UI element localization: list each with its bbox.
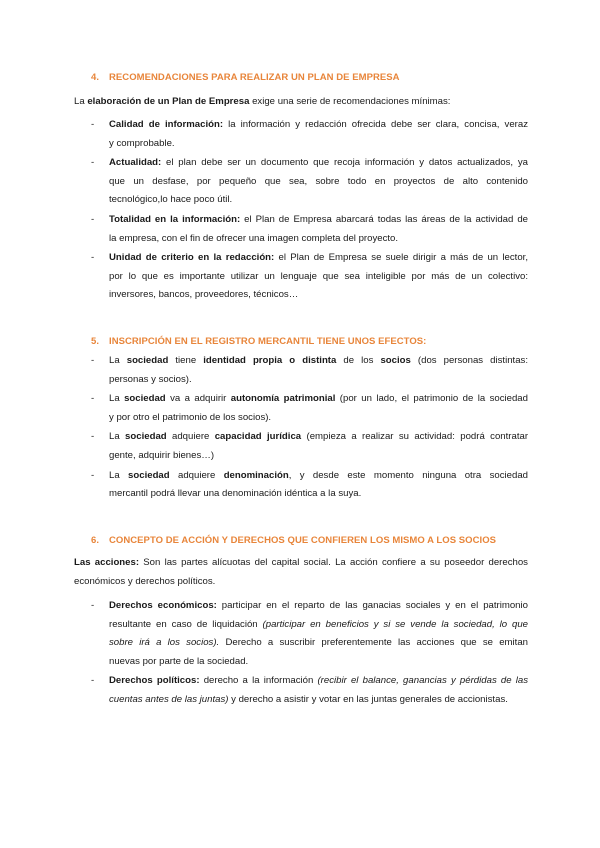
section-4-intro: La elaboración de un Plan de Empresa exige una serie de recomendaciones mínimas: xyxy=(74,96,451,107)
section-6-intro: Las acciones: Son las partes alícuotas del capital social. La acción confiere a su poseedor derechos económicos y derechos políticos. xyxy=(74,557,528,587)
list-item: - Actualidad: el plan debe ser un documento que recoja información y datos actualizados, ya que un desfase, por pequeño que sea, sobre todo en proyectos de alto contenido tecnológico,lo hace poco útil. xyxy=(91,157,528,206)
section-5-list xyxy=(91,352,528,504)
list-item: - Totalidad en la información: el Plan de Empresa abarcará todas las áreas de la actividad de la empresa, con el fin de ofrecer una imagen completa del proyecto. xyxy=(91,213,529,244)
section-5-heading xyxy=(91,336,426,347)
list-item: - La sociedad adquiere denominación, y desde este momento ninguna otra sociedad mercantil podrá llevar una denominación idéntica a la suya. xyxy=(91,469,529,500)
section-4-heading xyxy=(91,72,400,83)
section-title: INSCRIPCIÓN EN EL REGISTRO MERCANTIL TIENE UNOS EFECTOS: xyxy=(109,336,427,347)
list-item: - Calidad de información: la información y redacción ofrecida debe ser clara, concisa, veraz y comprobable. xyxy=(91,119,528,149)
list-item: - Unidad de criterio en la redacción: el Plan de Empresa se suele dirigir a más de un lector, por lo que es importante utilizar un lenguaje que sea inteligible por más de un colectivo: inversores, bancos, proveedores, técnicos… xyxy=(91,252,528,301)
section-6-list xyxy=(91,597,528,710)
section-number: 4. xyxy=(91,72,100,83)
section-title: RECOMENDACIONES PARA REALIZAR UN PLAN DE EMPRESA xyxy=(109,72,400,83)
list-item: - La sociedad va a adquirir autonomía patrimonial (por un lado, el patrimonio de la sociedad y por otro el patrimonio de los socios). xyxy=(91,393,528,423)
list-item: - La sociedad adquiere capacidad jurídica (empieza a realizar su actividad: podrá contratar gente, adquirir bienes…) xyxy=(91,431,529,461)
section-number: 5. xyxy=(91,336,100,347)
section-6-heading xyxy=(91,535,496,546)
section-4-list xyxy=(91,116,528,305)
list-item: - Derechos económicos: participar en el reparto de las ganacias sociales y en el patrimonio resultante en caso de liquidación (participar en beneficios y si se vende la sociedad, lo que sobre irá a los socios). Derecho a suscribir preferentemente las acciones que se emitan nuevas por parte de la sociedad. xyxy=(91,600,529,667)
list-item: - Derechos políticos: derecho a la información (recibir el balance, ganancias y pérdidas de las cuentas antes de las juntas) y derecho a asistir y votar en las juntas generales de accionistas. xyxy=(91,675,529,705)
list-item: - La sociedad tiene identidad propia o distinta de los socios (dos personas distintas: personas y socios). xyxy=(91,355,529,385)
section-title: CONCEPTO DE ACCIÓN Y DERECHOS QUE CONFIEREN LOS MISMO A LOS SOCIOS xyxy=(109,535,497,546)
section-number: 6. xyxy=(91,535,100,546)
